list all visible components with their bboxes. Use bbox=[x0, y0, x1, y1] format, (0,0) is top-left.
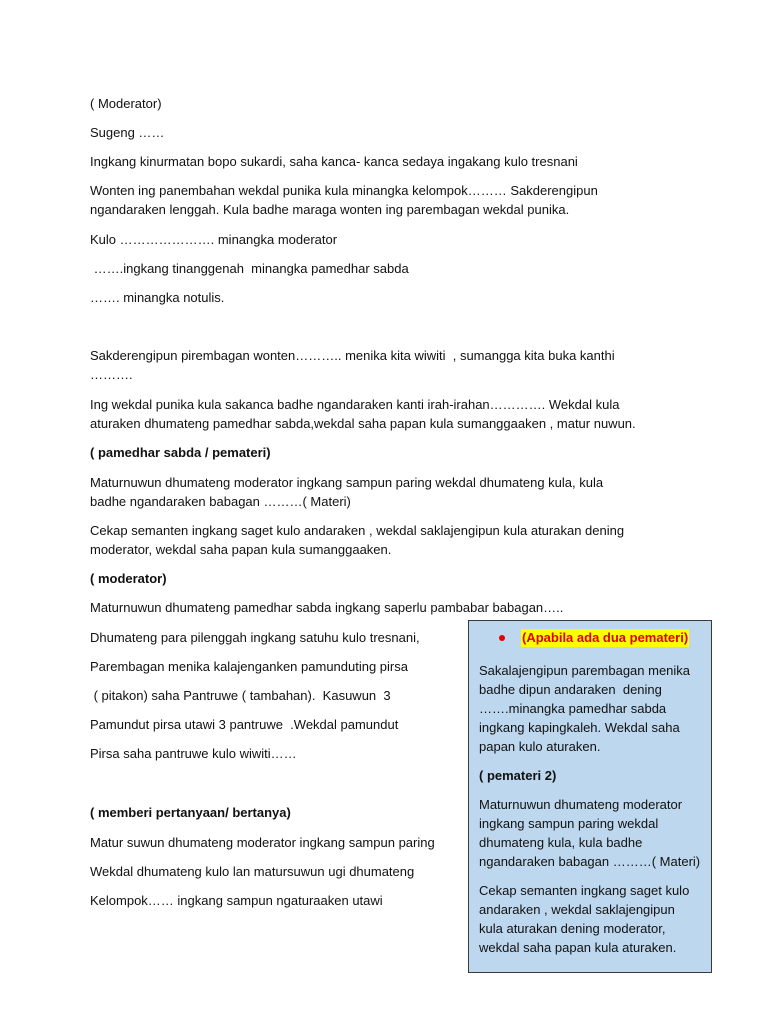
paragraph-line: ngandaraken lenggah. Kula badhe maraga wonten ing parembagan wekdal punika. bbox=[90, 202, 570, 217]
greeting-line: Sugeng …… bbox=[90, 125, 165, 140]
paragraph-line: Ing wekdal punika kula sakanca badhe ngandaraken kanti irah-irahan…………. Wekdal kula bbox=[90, 397, 620, 412]
box-line: Maturnuwun dhumateng moderator bbox=[479, 797, 683, 812]
paragraph-line: Parembagan menika kalajenganken pamunduting pirsa bbox=[90, 659, 408, 674]
heading-moderator: ( Moderator) bbox=[90, 96, 162, 111]
box-line: Sakalajengipun parembagan menika bbox=[479, 663, 691, 678]
paragraph-line: Sakderengipun pirembagan wonten……….. menika kita wiwiti , sumangga kita buka kanthi bbox=[90, 348, 615, 363]
paragraph-line: ……. minangka notulis. bbox=[90, 290, 225, 305]
paragraph-line: badhe ngandaraken babagan ………( Materi) bbox=[90, 494, 351, 509]
paragraph-line: Cekap semanten ingkang saget kulo andaraken , wekdal saklajengipun kula aturakan dening bbox=[90, 523, 625, 538]
note-bullet bbox=[499, 629, 689, 647]
paragraph-line: ( pitakon) saha Pantruwe ( tambahan). Kasuwun 3 bbox=[90, 688, 391, 703]
paragraph-line: Kulo …………………. minangka moderator bbox=[90, 232, 338, 247]
paragraph-line: Pamundut pirsa utawi 3 pantruwe .Wekdal pamundut bbox=[90, 717, 399, 732]
box-line: ingkang sampun paring wekdal bbox=[479, 816, 659, 831]
box-line: papan kulo aturaken. bbox=[479, 739, 601, 754]
paragraph-line: Wekdal dhumateng kulo lan matursuwun ugi dhumateng bbox=[90, 864, 415, 879]
paragraph-line: aturaken dhumateng pamedhar sabda,wekdal saha papan kula sumanggaaken , matur nuwun. bbox=[90, 416, 636, 431]
box-line: kula aturakan dening moderator, bbox=[479, 921, 666, 936]
highlighted-note-title: (Apabila ada dua pemateri) bbox=[522, 630, 689, 645]
box-line: …….minangka pamedhar sabda bbox=[479, 701, 667, 716]
box-heading-pemateri-2: ( pemateri 2) bbox=[479, 768, 557, 783]
heading-pamedhar-sabda: ( pamedhar sabda / pemateri) bbox=[90, 445, 271, 460]
paragraph-line: Matur suwun dhumateng moderator ingkang sampun paring bbox=[90, 835, 435, 850]
paragraph-line: …….ingkang tinanggenah minangka pamedhar sabda bbox=[90, 261, 409, 276]
box-line: ingkang kapingkaleh. Wekdal saha bbox=[479, 720, 680, 735]
paragraph-line: ………. bbox=[90, 367, 133, 382]
box-line: dhumateng kula, kula badhe bbox=[479, 835, 643, 850]
heading-moderator-2: ( moderator) bbox=[90, 571, 167, 586]
box-line: ngandaraken babagan ………( Materi) bbox=[479, 854, 701, 869]
box-line: wekdal saha papan kula aturaken. bbox=[479, 940, 677, 955]
heading-bertanya: ( memberi pertanyaan/ bertanya) bbox=[90, 805, 291, 820]
box-line: andaraken , wekdal saklajengipun bbox=[479, 902, 675, 917]
paragraph-line: Maturnuwun dhumateng moderator ingkang sampun paring wekdal dhumateng kula, kula bbox=[90, 475, 604, 490]
paragraph-line: Pirsa saha pantruwe kulo wiwiti…… bbox=[90, 746, 297, 761]
box-line: badhe dipun andaraken dening bbox=[479, 682, 662, 697]
paragraph-line: Maturnuwun dhumateng pamedhar sabda ingkang saperlu pambabar babagan….. bbox=[90, 600, 564, 615]
box-line: Cekap semanten ingkang saget kulo bbox=[479, 883, 690, 898]
paragraph-line: Ingkang kinurmatan bopo sukardi, saha kanca- kanca sedaya ingakang kulo tresnani bbox=[90, 154, 578, 169]
paragraph-line: Kelompok…… ingkang sampun ngaturaaken utawi bbox=[90, 893, 383, 908]
bullet-icon bbox=[499, 635, 505, 641]
pemateri-2-note-box bbox=[468, 620, 712, 973]
paragraph-line: Wonten ing panembahan wekdal punika kula minangka kelompok……… Sakderengipun bbox=[90, 183, 598, 198]
paragraph-line: Dhumateng para pilenggah ingkang satuhu kulo tresnani, bbox=[90, 630, 420, 645]
paragraph-line: moderator, wekdal saha papan kula sumanggaaken. bbox=[90, 542, 392, 557]
